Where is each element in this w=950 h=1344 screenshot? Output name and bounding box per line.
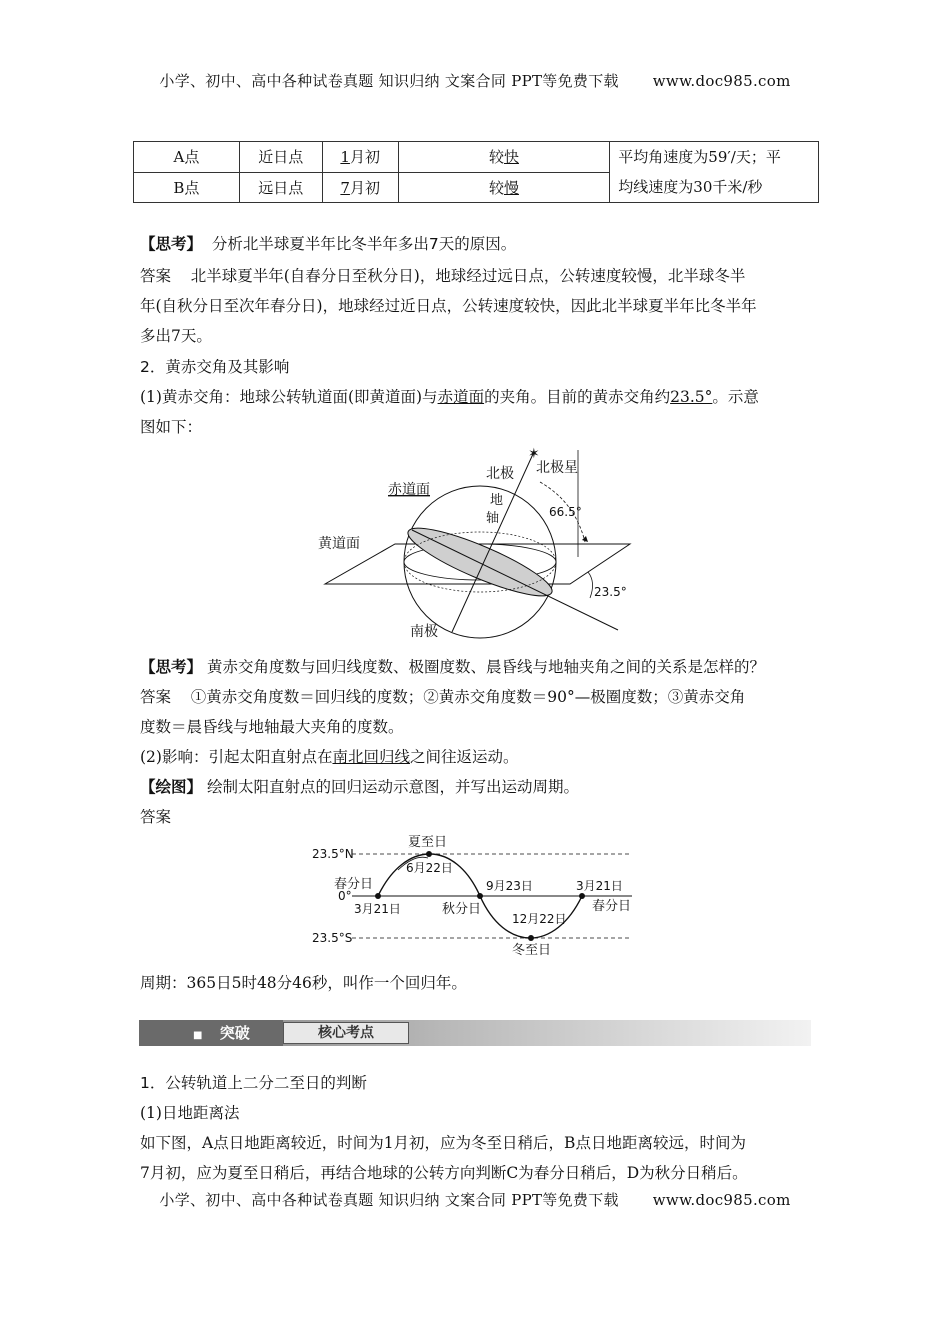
point-winter [528, 935, 534, 941]
table-cell-name: 远日点 [239, 172, 322, 203]
think1-answer-line2: 年(自秋分日至次年春分日)，地球经过近日点，公转速度较快，因此北半球夏半年比冬半年 [140, 297, 757, 315]
draw-question: 【绘图】 绘制太阳直射点的回归运动示意图，并写出运动周期。 [140, 778, 579, 796]
think2-answer-line2: 度数＝晨昏线与地轴最大夹角的度数。 [140, 718, 404, 736]
label-0: 0° [338, 889, 352, 903]
equator-plane-line [412, 530, 618, 630]
think-tag: 【思考】 [140, 235, 203, 253]
label-mar21-right: 3月21日 [576, 879, 623, 893]
label-23s: 23.5°S [312, 931, 353, 945]
banner-right: 核心考点 [283, 1022, 409, 1044]
draw-tag: 【绘图】 [140, 778, 203, 796]
label-south-pole: 南极 [410, 624, 438, 640]
orbit-table [133, 141, 819, 203]
label-north-star: 北极星 [536, 460, 578, 476]
answer-label: 答案 [140, 267, 172, 285]
label-autumn: 秋分日 [442, 902, 482, 917]
table-row [134, 142, 819, 173]
subsolar-migration-diagram [300, 830, 650, 962]
table-cell-month: 1月初 [322, 142, 398, 173]
think1-answer-line1: 答案 北半球夏半年(自春分日至秋分日)，地球经过远日点，公转速度较慢，北半球冬半 [140, 267, 746, 285]
table-cell-name: 近日点 [239, 142, 322, 173]
obliquity-diagram [300, 442, 640, 642]
obliquity-line2: 图如下： [140, 418, 203, 436]
banner-left: ■ 突破 [139, 1020, 283, 1046]
label-sep23: 9月23日 [486, 879, 533, 893]
section1-text-line2: 7月初，应为夏至日稍后，再结合地球的公转方向判断C为春分日稍后，D为秋分日稍后。 [140, 1164, 748, 1182]
label-jun22: 6月22日 [406, 861, 453, 875]
angle-arc-23 [588, 572, 593, 598]
label-spring-left: 春分日 [334, 877, 374, 892]
label-equator-plane: 赤道面 [388, 482, 430, 498]
square-icon: ■ [193, 1030, 203, 1041]
footer-url[interactable]: www.doc985.com [652, 1191, 791, 1209]
section1-sub: (1)日地距离法 [140, 1104, 240, 1122]
point-summer [426, 851, 432, 857]
think1-answer-line3: 多出7天。 [140, 327, 212, 345]
equator-disc [402, 517, 558, 607]
table-cell-month: 7月初 [322, 172, 398, 203]
period-line: 周期：365日5时48分46秒，叫作一个回归年。 [140, 974, 467, 992]
label-dec22: 12月22日 [512, 912, 567, 926]
page-header [0, 70, 950, 91]
star-icon: ✶ [528, 446, 540, 462]
think1-question: 【思考】 分析北半球夏半年比冬半年多出7天的原因。 [140, 235, 517, 253]
section-banner [139, 1020, 811, 1046]
answer-label: 答案 [140, 688, 172, 706]
label-winter: 冬至日 [512, 943, 552, 958]
label-spring-right: 春分日 [592, 899, 632, 914]
section1-title: 1．公转轨道上二分二至日的判断 [140, 1074, 367, 1092]
label-ecliptic-plane: 黄道面 [318, 536, 360, 552]
influence-line: (2)影响：引起太阳直射点在南北回归线之间往返运动。 [140, 748, 519, 766]
label-summer: 夏至日 [408, 835, 448, 850]
label-mar21-left: 3月21日 [354, 902, 401, 916]
draw-answer-label: 答案 [140, 808, 172, 826]
think-tag: 【思考】 [140, 658, 203, 676]
think2-question: 【思考】 黄赤交角度数与回归线度数、极圈度数、晨昏线与地轴夹角之间的关系是怎样的？ [140, 658, 765, 676]
footer-text: 小学、初中、高中各种试卷真题 知识归纳 文案合同 PPT等免费下载 [159, 1191, 619, 1209]
label-axis-1: 地 [490, 493, 504, 508]
obliquity-line1: (1)黄赤交角：地球公转轨道面(即黄道面)与赤道面的夹角。目前的黄赤交角约23.5°。示意 [140, 388, 759, 406]
table-cell-speed: 较快 [398, 142, 610, 173]
label-angle-23: 23.5° [594, 585, 627, 599]
header-url[interactable]: www.doc985.com [652, 72, 791, 90]
label-axis-2: 轴 [486, 511, 500, 526]
think2-answer-line1: 答案 ①黄赤交角度数＝回归线的度数；②黄赤交角度数＝90°—极圈度数；③黄赤交角 [140, 688, 746, 706]
page-footer [0, 1189, 950, 1210]
header-text: 小学、初中、高中各种试卷真题 知识归纳 文案合同 PPT等免费下载 [159, 72, 619, 90]
label-angle-66: 66.5° [549, 505, 582, 519]
table-cell-point: A点 [134, 142, 240, 173]
label-23n: 23.5°N [312, 847, 354, 861]
point-autumn [477, 893, 483, 899]
section1-text-line1: 如下图，A点日地距离较近，时间为1月初，应为冬至日稍后，B点日地距离较远，时间为 [140, 1134, 746, 1152]
point-spring-next [579, 893, 585, 899]
point-spring [375, 893, 381, 899]
label-north-pole: 北极 [486, 466, 514, 482]
table-cell-note: 平均角速度为59′/天；平 均线速度为30千米/秒 [610, 142, 819, 203]
table-cell-point: B点 [134, 172, 240, 203]
table-cell-speed: 较慢 [398, 172, 610, 203]
section2-title: 2．黄赤交角及其影响 [140, 358, 290, 376]
